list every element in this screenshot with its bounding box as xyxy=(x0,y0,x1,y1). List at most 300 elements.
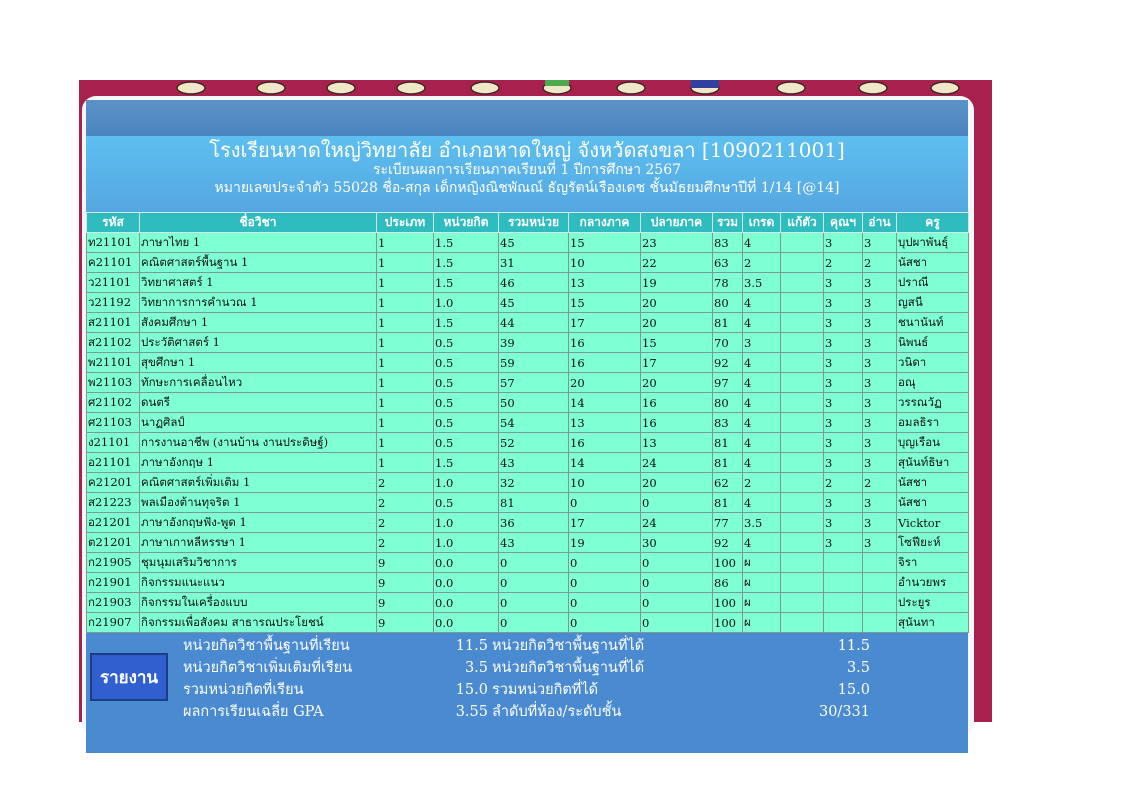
table-row xyxy=(87,393,969,413)
table-row xyxy=(87,373,969,393)
cell-total: 86 xyxy=(713,573,743,593)
cell-reading: 3 xyxy=(863,353,897,373)
summary-label-2: ลำดับที่ห้อง/ระดับชั้น xyxy=(492,704,622,720)
summary-label: ผลการเรียนเฉลี่ย GPA xyxy=(183,704,324,720)
column-header-type: ประเภท xyxy=(377,213,434,233)
cell-midterm: 16 xyxy=(569,433,641,453)
cell-grade: 3 xyxy=(743,333,781,353)
cell-type: 9 xyxy=(377,593,434,613)
cell-midterm: 19 xyxy=(569,533,641,553)
cell-code: พ21101 xyxy=(87,353,140,373)
cell-type: 2 xyxy=(377,473,434,493)
cell-retake xyxy=(781,553,824,573)
cell-midterm: 0 xyxy=(569,613,641,633)
semester-subtitle: ระเบียนผลการเรียนภาคเรียนที่ 1 ปีการศึกษา 2567 xyxy=(372,162,682,178)
cell-retake xyxy=(781,233,824,253)
cell-grade: 4 xyxy=(743,293,781,313)
cell-grade: 4 xyxy=(743,533,781,553)
summary-section xyxy=(86,633,968,753)
summary-value-2: 30/331 xyxy=(818,704,870,720)
cell-reading xyxy=(863,613,897,633)
cell-final: 0 xyxy=(641,573,713,593)
cell-code: อ21201 xyxy=(87,513,140,533)
cell-final: 24 xyxy=(641,453,713,473)
cell-teacher: จิรา xyxy=(897,553,969,573)
cell-code: อ21101 xyxy=(87,453,140,473)
cell-total-units: 59 xyxy=(499,353,569,373)
cell-final: 20 xyxy=(641,373,713,393)
report-header xyxy=(86,136,968,212)
cell-total-units: 31 xyxy=(499,253,569,273)
cell-character: 3 xyxy=(824,233,863,253)
cell-subject: ภาษาเกาหลีหรรษา 1 xyxy=(140,533,377,553)
cell-retake xyxy=(781,593,824,613)
cell-character: 3 xyxy=(824,293,863,313)
cell-teacher: ปราณี xyxy=(897,273,969,293)
cell-credit: 0.0 xyxy=(434,613,499,633)
report-card xyxy=(86,100,968,720)
school-title: โรงเรียนหาดใหญ่วิทยาลัย อำเภอหาดใหญ่ จังหวัดสงขลา [1090211001] xyxy=(209,138,845,162)
cell-teacher: นัสชา xyxy=(897,253,969,273)
cell-midterm: 15 xyxy=(569,233,641,253)
table-row xyxy=(87,253,969,273)
grades-table xyxy=(86,212,969,633)
cell-type: 1 xyxy=(377,373,434,393)
summary-label: หน่วยกิตวิชาพื้นฐานที่เรียน xyxy=(183,638,350,654)
cell-grade: 4 xyxy=(743,353,781,373)
cell-type: 1 xyxy=(377,433,434,453)
column-header-subject: ชื่อวิชา xyxy=(140,213,377,233)
cell-grade: 4 xyxy=(743,453,781,473)
cell-subject: กิจกรรมในเครื่องแบบ xyxy=(140,593,377,613)
cell-teacher: วรรณวัฏ xyxy=(897,393,969,413)
cell-final: 15 xyxy=(641,333,713,353)
cell-total: 80 xyxy=(713,293,743,313)
cell-reading: 3 xyxy=(863,533,897,553)
cell-total: 100 xyxy=(713,593,743,613)
table-row xyxy=(87,333,969,353)
summary-value-2: 11.5 xyxy=(837,638,870,654)
cell-midterm: 20 xyxy=(569,373,641,393)
cell-retake xyxy=(781,613,824,633)
cell-retake xyxy=(781,413,824,433)
column-header-retake: แก้ตัว xyxy=(781,213,824,233)
cell-midterm: 14 xyxy=(569,453,641,473)
cell-subject: วิทยาศาสตร์ 1 xyxy=(140,273,377,293)
cell-type: 1 xyxy=(377,313,434,333)
table-row xyxy=(87,453,969,473)
cell-type: 1 xyxy=(377,253,434,273)
cell-midterm: 17 xyxy=(569,513,641,533)
summary-value-2: 3.5 xyxy=(846,660,870,676)
cell-code: ว21192 xyxy=(87,293,140,313)
cell-character: 3 xyxy=(824,353,863,373)
cell-total: 77 xyxy=(713,513,743,533)
cell-midterm: 14 xyxy=(569,393,641,413)
cell-midterm: 0 xyxy=(569,593,641,613)
cell-retake xyxy=(781,293,824,313)
cell-credit: 0.5 xyxy=(434,373,499,393)
cell-retake xyxy=(781,513,824,533)
summary-label-2: รวมหน่วยกิตที่ได้ xyxy=(492,682,599,698)
cell-midterm: 17 xyxy=(569,313,641,333)
cell-grade: ผ xyxy=(743,573,781,593)
cell-grade: 4 xyxy=(743,313,781,333)
column-header-midterm: กลางภาค xyxy=(569,213,641,233)
table-header-row xyxy=(87,213,969,233)
cell-code: ท21101 xyxy=(87,233,140,253)
cell-grade: ผ xyxy=(743,593,781,613)
cell-final: 0 xyxy=(641,553,713,573)
cell-character xyxy=(824,613,863,633)
cell-credit: 1.0 xyxy=(434,293,499,313)
cell-grade: ผ xyxy=(743,553,781,573)
table-row xyxy=(87,553,969,573)
table-row xyxy=(87,473,969,493)
cell-subject: ประวัติศาสตร์ 1 xyxy=(140,333,377,353)
cell-teacher: สุนันท์ธิษา xyxy=(897,453,969,473)
cell-subject: ภาษาอังกฤษฟัง-พูด 1 xyxy=(140,513,377,533)
cell-grade: 4 xyxy=(743,373,781,393)
cell-teacher: Vicktor xyxy=(897,513,969,533)
cell-code: ก21905 xyxy=(87,553,140,573)
cell-total-units: 39 xyxy=(499,333,569,353)
table-row xyxy=(87,413,969,433)
cell-teacher: บุปผาพันธุ์ xyxy=(897,233,969,253)
cell-retake xyxy=(781,433,824,453)
cell-retake xyxy=(781,313,824,333)
cell-final: 22 xyxy=(641,253,713,273)
cell-final: 20 xyxy=(641,473,713,493)
table-row xyxy=(87,613,969,633)
cell-character xyxy=(824,593,863,613)
cell-character: 2 xyxy=(824,253,863,273)
cell-total-units: 52 xyxy=(499,433,569,453)
cell-total-units: 50 xyxy=(499,393,569,413)
cell-total: 83 xyxy=(713,233,743,253)
cell-total: 81 xyxy=(713,493,743,513)
cell-reading xyxy=(863,593,897,613)
cell-reading: 3 xyxy=(863,313,897,333)
cell-character: 3 xyxy=(824,453,863,473)
cell-grade: 4 xyxy=(743,233,781,253)
cell-reading xyxy=(863,573,897,593)
cell-subject: การงานอาชีพ (งานบ้าน งานประดิษฐ์) xyxy=(140,433,377,453)
cell-subject: วิทยาการการคำนวณ 1 xyxy=(140,293,377,313)
cell-total: 81 xyxy=(713,453,743,473)
cell-code: ก21901 xyxy=(87,573,140,593)
summary-value: 15.0 xyxy=(455,682,488,698)
cell-grade: 4 xyxy=(743,433,781,453)
column-header-reading: อ่าน xyxy=(863,213,897,233)
cell-final: 20 xyxy=(641,293,713,313)
cell-total-units: 45 xyxy=(499,293,569,313)
cell-code: ศ21103 xyxy=(87,413,140,433)
cell-teacher: นิพนธ์ xyxy=(897,333,969,353)
summary-value-2: 15.0 xyxy=(837,682,870,698)
cell-retake xyxy=(781,253,824,273)
cell-teacher: อมลธิรา xyxy=(897,413,969,433)
cell-character: 2 xyxy=(824,473,863,493)
top-strip xyxy=(86,100,968,136)
cell-reading: 3 xyxy=(863,233,897,253)
cell-code: ส21223 xyxy=(87,493,140,513)
cell-total: 92 xyxy=(713,533,743,553)
cell-type: 1 xyxy=(377,413,434,433)
cell-total-units: 32 xyxy=(499,473,569,493)
cell-total: 100 xyxy=(713,613,743,633)
page-frame xyxy=(79,80,992,722)
cell-retake xyxy=(781,333,824,353)
cell-reading: 2 xyxy=(863,473,897,493)
cell-final: 30 xyxy=(641,533,713,553)
cell-credit: 0.0 xyxy=(434,593,499,613)
cell-midterm: 13 xyxy=(569,273,641,293)
cell-final: 16 xyxy=(641,413,713,433)
cell-teacher: ญสนี xyxy=(897,293,969,313)
cell-subject: สุขศึกษา 1 xyxy=(140,353,377,373)
cell-type: 2 xyxy=(377,513,434,533)
column-header-credit: หน่วยกิต xyxy=(434,213,499,233)
cell-grade: 2 xyxy=(743,473,781,493)
cell-credit: 0.5 xyxy=(434,393,499,413)
cell-credit: 0.5 xyxy=(434,433,499,453)
cell-subject: กิจกรรมเพื่อสังคม สาธารณประโยชน์ xyxy=(140,613,377,633)
column-header-grade: เกรด xyxy=(743,213,781,233)
table-row xyxy=(87,573,969,593)
cell-type: 9 xyxy=(377,573,434,593)
cell-grade: 3.5 xyxy=(743,273,781,293)
cell-total-units: 43 xyxy=(499,453,569,473)
cell-total: 70 xyxy=(713,333,743,353)
cell-total: 83 xyxy=(713,413,743,433)
cell-grade: 4 xyxy=(743,393,781,413)
cell-midterm: 16 xyxy=(569,353,641,373)
cell-midterm: 10 xyxy=(569,253,641,273)
cell-final: 20 xyxy=(641,313,713,333)
cell-character xyxy=(824,573,863,593)
summary-value: 3.5 xyxy=(464,660,488,676)
cell-reading: 2 xyxy=(863,253,897,273)
cell-reading: 3 xyxy=(863,373,897,393)
cell-retake xyxy=(781,453,824,473)
cell-credit: 1.5 xyxy=(434,233,499,253)
cell-code: ค21201 xyxy=(87,473,140,493)
column-header-final: ปลายภาค xyxy=(641,213,713,233)
cell-reading: 3 xyxy=(863,433,897,453)
cell-type: 1 xyxy=(377,393,434,413)
cell-character: 3 xyxy=(824,393,863,413)
cell-type: 1 xyxy=(377,453,434,473)
summary-label: รวมหน่วยกิตที่เรียน xyxy=(183,682,304,698)
cell-subject: ทักษะการเคลื่อนไหว xyxy=(140,373,377,393)
cell-total-units: 43 xyxy=(499,533,569,553)
cell-total-units: 45 xyxy=(499,233,569,253)
cell-code: ง21101 xyxy=(87,433,140,453)
cell-retake xyxy=(781,473,824,493)
cell-subject: คณิตศาสตร์พื้นฐาน 1 xyxy=(140,253,377,273)
cell-code: ส21101 xyxy=(87,313,140,333)
table-row xyxy=(87,513,969,533)
summary-label-2: หน่วยกิตวิชาพื้นฐานที่ได้ xyxy=(492,638,645,654)
cell-type: 1 xyxy=(377,293,434,313)
cell-final: 0 xyxy=(641,593,713,613)
cell-subject: คณิตศาสตร์เพิ่มเติม 1 xyxy=(140,473,377,493)
cell-final: 0 xyxy=(641,613,713,633)
cell-code: ก21907 xyxy=(87,613,140,633)
cell-teacher: นัสชา xyxy=(897,493,969,513)
cell-total-units: 0 xyxy=(499,553,569,573)
cell-grade: 4 xyxy=(743,493,781,513)
cell-grade: ผ xyxy=(743,613,781,633)
cell-total-units: 46 xyxy=(499,273,569,293)
cell-retake xyxy=(781,493,824,513)
cell-subject: พลเมืองต้านทุจริต 1 xyxy=(140,493,377,513)
table-row xyxy=(87,353,969,373)
cell-code: ศ21102 xyxy=(87,393,140,413)
cell-total-units: 54 xyxy=(499,413,569,433)
cell-subject: นาฏศิลป์ xyxy=(140,413,377,433)
cell-character xyxy=(824,553,863,573)
column-header-code: รหัส xyxy=(87,213,140,233)
cell-type: 9 xyxy=(377,613,434,633)
cell-character: 3 xyxy=(824,533,863,553)
cell-total-units: 0 xyxy=(499,613,569,633)
column-header-total-units: รวมหน่วย xyxy=(499,213,569,233)
cell-final: 24 xyxy=(641,513,713,533)
cell-type: 2 xyxy=(377,533,434,553)
cell-final: 19 xyxy=(641,273,713,293)
cell-total: 81 xyxy=(713,433,743,453)
cell-subject: ภาษาไทย 1 xyxy=(140,233,377,253)
cell-reading: 3 xyxy=(863,293,897,313)
column-header-character: คุณฯ xyxy=(824,213,863,233)
cell-retake xyxy=(781,573,824,593)
cell-final: 23 xyxy=(641,233,713,253)
cell-subject: สังคมศึกษา 1 xyxy=(140,313,377,333)
cell-credit: 1.5 xyxy=(434,253,499,273)
cell-total: 62 xyxy=(713,473,743,493)
cell-retake xyxy=(781,373,824,393)
cell-type: 2 xyxy=(377,493,434,513)
table-row xyxy=(87,433,969,453)
cell-reading: 3 xyxy=(863,333,897,353)
cell-midterm: 0 xyxy=(569,493,641,513)
cell-subject: ภาษาอังกฤษ 1 xyxy=(140,453,377,473)
cell-total-units: 0 xyxy=(499,593,569,613)
cell-code: ว21101 xyxy=(87,273,140,293)
cell-final: 16 xyxy=(641,393,713,413)
column-header-teacher: ครู xyxy=(897,213,969,233)
cell-character: 3 xyxy=(824,413,863,433)
cell-character: 3 xyxy=(824,493,863,513)
cell-subject: ดนตรี xyxy=(140,393,377,413)
cell-midterm: 0 xyxy=(569,573,641,593)
table-row xyxy=(87,313,969,333)
cell-type: 1 xyxy=(377,353,434,373)
cell-credit: 1.5 xyxy=(434,453,499,473)
cell-retake xyxy=(781,273,824,293)
cell-teacher: ชนานันท์ xyxy=(897,313,969,333)
table-row xyxy=(87,533,969,553)
cell-teacher: สุนันทา xyxy=(897,613,969,633)
cell-total-units: 36 xyxy=(499,513,569,533)
column-header-total: รวม xyxy=(713,213,743,233)
cell-reading: 3 xyxy=(863,513,897,533)
cell-credit: 0.5 xyxy=(434,333,499,353)
cell-reading: 3 xyxy=(863,273,897,293)
cell-total: 63 xyxy=(713,253,743,273)
cell-character: 3 xyxy=(824,273,863,293)
cell-credit: 0.5 xyxy=(434,493,499,513)
cell-midterm: 15 xyxy=(569,293,641,313)
cell-character: 3 xyxy=(824,433,863,453)
summary-label-2: หน่วยกิตวิชาพื้นฐานที่ได้ xyxy=(492,660,645,676)
cell-character: 3 xyxy=(824,333,863,353)
cell-grade: 2 xyxy=(743,253,781,273)
cell-code: ส21102 xyxy=(87,333,140,353)
student-info: หมายเลขประจำตัว 55028 ชื่อ-สกุล เด็กหญิงณิชพัณณ์ ธัญรัตน์เรืองเดช ชั้นมัธยมศึกษาปีที่ 1/14 [@14] xyxy=(214,180,840,196)
summary-value: 11.5 xyxy=(455,638,488,654)
cell-type: 1 xyxy=(377,273,434,293)
cell-teacher: บุญเรือน xyxy=(897,433,969,453)
cell-teacher: อณุ xyxy=(897,373,969,393)
table-row xyxy=(87,593,969,613)
cell-code: พ21103 xyxy=(87,373,140,393)
summary-value: 3.55 xyxy=(455,704,488,720)
cell-midterm: 16 xyxy=(569,333,641,353)
cell-reading: 3 xyxy=(863,413,897,433)
table-row xyxy=(87,273,969,293)
cell-total: 81 xyxy=(713,313,743,333)
cell-type: 1 xyxy=(377,333,434,353)
cell-credit: 1.0 xyxy=(434,533,499,553)
cell-teacher: อำนวยพร xyxy=(897,573,969,593)
cell-type: 9 xyxy=(377,553,434,573)
cell-credit: 1.5 xyxy=(434,313,499,333)
cell-character: 3 xyxy=(824,373,863,393)
cell-reading: 3 xyxy=(863,493,897,513)
cell-credit: 0.5 xyxy=(434,353,499,373)
cell-subject: ชุมนุมเสริมวิชาการ xyxy=(140,553,377,573)
cell-code: ค21101 xyxy=(87,253,140,273)
cell-credit: 0.0 xyxy=(434,573,499,593)
cell-teacher: โซฟียะห์ xyxy=(897,533,969,553)
cell-final: 17 xyxy=(641,353,713,373)
cell-total: 92 xyxy=(713,353,743,373)
cell-code: ก21903 xyxy=(87,593,140,613)
cell-grade: 4 xyxy=(743,413,781,433)
cell-retake xyxy=(781,353,824,373)
cell-credit: 1.5 xyxy=(434,273,499,293)
cell-reading xyxy=(863,553,897,573)
cell-character: 3 xyxy=(824,313,863,333)
cell-credit: 1.0 xyxy=(434,513,499,533)
cell-retake xyxy=(781,393,824,413)
cell-total-units: 81 xyxy=(499,493,569,513)
cell-subject: กิจกรรมแนะแนว xyxy=(140,573,377,593)
cell-grade: 3.5 xyxy=(743,513,781,533)
cell-total-units: 57 xyxy=(499,373,569,393)
table-row xyxy=(87,233,969,253)
cell-credit: 0.0 xyxy=(434,553,499,573)
cell-credit: 1.0 xyxy=(434,473,499,493)
cell-teacher: ประยูร xyxy=(897,593,969,613)
summary-label: หน่วยกิตวิชาเพิ่มเติมที่เรียน xyxy=(183,660,353,676)
table-row xyxy=(87,293,969,313)
table-row xyxy=(87,493,969,513)
report-button[interactable]: รายงาน xyxy=(90,653,168,701)
